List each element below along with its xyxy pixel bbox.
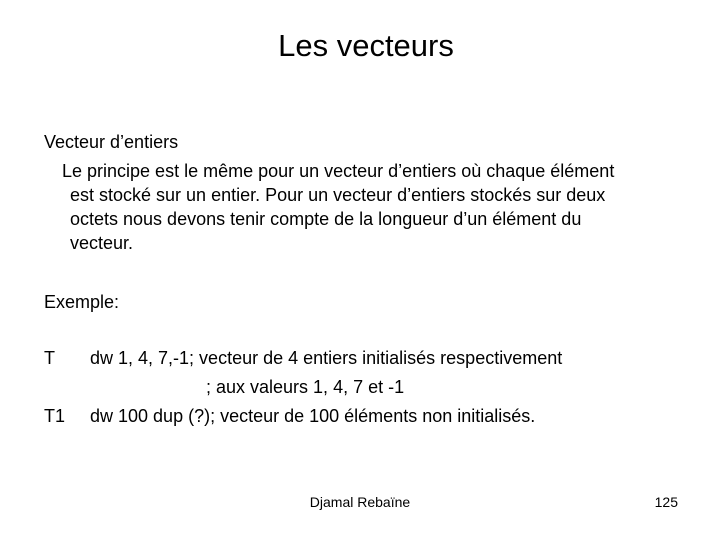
footer-author: Djamal Rebaïne: [309, 494, 411, 510]
slide-title: Les vecteurs: [278, 28, 454, 63]
code-label-t: T: [44, 348, 55, 368]
section-heading: Vecteur d’entiers: [44, 132, 179, 152]
paragraph-line-1: Le principe est le même pour un vecteur d’entiers où chaque élément: [62, 161, 615, 181]
paragraph-line-3: octets nous devons tenir compte de la longueur d’un élément du: [70, 209, 582, 229]
code-label-t1: T1: [44, 406, 66, 426]
code-line-t: dw 1, 4, 7,-1; vecteur de 4 entiers initialisés respectivement: [90, 348, 563, 368]
paragraph-line-4: vecteur.: [70, 233, 134, 253]
paragraph-line-2: est stocké sur un entier. Pour un vecteur d’entiers stockés sur deux: [70, 185, 606, 205]
page-number: 125: [654, 494, 678, 510]
code-comment-continuation: ; aux valeurs 1, 4, 7 et -1: [206, 377, 405, 397]
example-label: Exemple:: [44, 292, 120, 312]
code-line-t1: dw 100 dup (?); vecteur de 100 éléments non initialisés.: [90, 406, 536, 426]
